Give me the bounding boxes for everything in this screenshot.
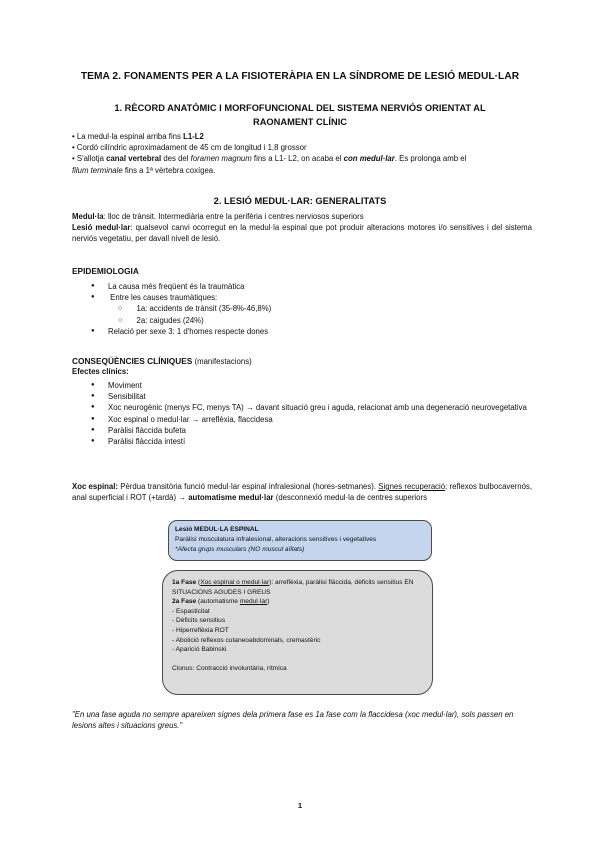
- xoc-espinal-paragraph: Xoc espinal: Pèrdua transitòria funció medul·lar espinal infralesional (hores-setmanes). Signes recuperació: reflexos bulbocavernós, anal superficial i ROT (+tardà) → automatisme medul·lar (desconnexió medul·la de centres superiors: [72, 482, 532, 503]
- definition-lesio-medullar: Lesió medul·lar: qualsevol canvi ocorregut en la medul·la espinal que pot produir alteracions motores i/o sensitives i del sistema nerviós vegetatiu, per davall nivell de lesió.: [72, 223, 532, 244]
- section1-bullets: [72, 131, 534, 176]
- list-item: ● Moviment: [91, 380, 531, 391]
- bullet-medulla-level: • La medul·la espinal arriba fins L1-L2: [72, 132, 204, 141]
- lesio-medulla-box: [168, 520, 432, 561]
- list-item: ● La causa més freqüent és la traumàtica: [91, 281, 511, 292]
- fases-box: [162, 570, 433, 695]
- sub-list-item: ○ 2a: caigudes (24%): [118, 315, 511, 326]
- epidemiologia-list: [91, 281, 511, 337]
- list-item: ● Sensibilitat: [91, 391, 531, 402]
- section2-heading: 2. LESIÓ MEDUL·LAR: GENERALITATS: [213, 196, 387, 206]
- box-note: *Afecta grups musculars (NO muscul aïllats): [175, 546, 305, 553]
- closing-quote: "En una fase aguda no sempre apareixen signes dela primera fase es 1a fase com la flaccidesa (xoc medul·lar), sols passen en lesions altes i situacions greus.": [72, 710, 514, 731]
- fase2-item: - Hiperreflèxia ROT: [172, 626, 229, 634]
- box-line: Paràlisi musculatura infralesional, alteracions sensitives i vegetatives: [175, 536, 377, 543]
- section1-heading-line1: 1. RÈCORD ANATÒMIC I MORFOFUNCIONAL DEL SISTEMA NERVIÓS ORIENTAT AL: [114, 103, 486, 113]
- sub-list-item: ○ 1a: accidents de trànsit (35-8%-46,8%): [118, 303, 511, 314]
- page-title: TEMA 2. FONAMENTS PER A LA FISIOTERÀPIA EN LA SÍNDROME DE LESIÓ MEDUL·LAR: [80, 71, 520, 82]
- page-number: 1: [297, 801, 303, 810]
- bullet-cordo: • Cordó cilíndric aproximadament de 45 cm de longitud i 1,8 grossor: [72, 143, 307, 153]
- list-item: ● Entre les causes traumàtiques:: [91, 292, 511, 303]
- list-item: ● Paràlisi flàccida bufeta: [91, 425, 531, 436]
- list-item: ● Paràlisi flàccida intestí: [91, 436, 531, 447]
- section2-definitions: [72, 211, 532, 245]
- efectes-clinics-list: [91, 380, 531, 447]
- fase2-item: - Abolició reflexos cutaneoabdominals, cremastèric: [172, 636, 321, 644]
- bullet-canal-vertebral: • S'allotja canal vertebral des del foramen magnum fins a L1- L2, on acaba el con medul·lar. Es prolonga amb el: [72, 154, 467, 164]
- section1-heading: [60, 101, 540, 129]
- consequencies-heading: CONSEQÜÈNCIES CLÍNIQUES (manifestacions): [72, 356, 252, 366]
- fase1-text: 1a Fase (Xoc espinal o medul·lar): arreflèxia, paràlisi flàccida, dèficits sensitius EN SITUACIONS AGUDES I GREUS: [172, 579, 414, 596]
- epidemiologia-heading: EPIDEMIOLOGIA: [72, 266, 139, 276]
- list-item: ● Relació per sexe 3: 1 d'homes respecte dones: [91, 326, 511, 337]
- fase2-heading: 2a Fase (automatisme medul·lar): [172, 598, 270, 606]
- section1-heading-line2: RAONAMENT CLÍNIC: [253, 117, 347, 127]
- clonus-definition: Clonus: Contracció involuntària, rítmica: [172, 664, 287, 672]
- box-title: Lesió MEDUL·LA ESPINAL: [175, 526, 259, 533]
- fase2-item: - Aparició Babinski: [172, 646, 227, 654]
- list-item: ● Xoc espinal o medul·lar → arreflèxia, flaccidesa: [91, 414, 531, 425]
- efectes-clinics-heading: Efectes clínics:: [72, 367, 129, 376]
- fase2-item: - Dèficits sensitius: [172, 617, 226, 625]
- definition-medulla: Medul·la: lloc de trànsit. Intermediària entre la perifèria i centres nerviosos superiors: [72, 212, 364, 221]
- list-item: ● Xoc neurogènic (menys FC, menys TA) → davant situació greu i aguda, relacionat amb una degeneració neurovegetativa: [91, 402, 531, 413]
- bullet-filum-terminale: filum terminale fins a 1ª vèrtebra coxígea.: [72, 165, 216, 175]
- fase2-item: - Espasticitat: [172, 607, 210, 615]
